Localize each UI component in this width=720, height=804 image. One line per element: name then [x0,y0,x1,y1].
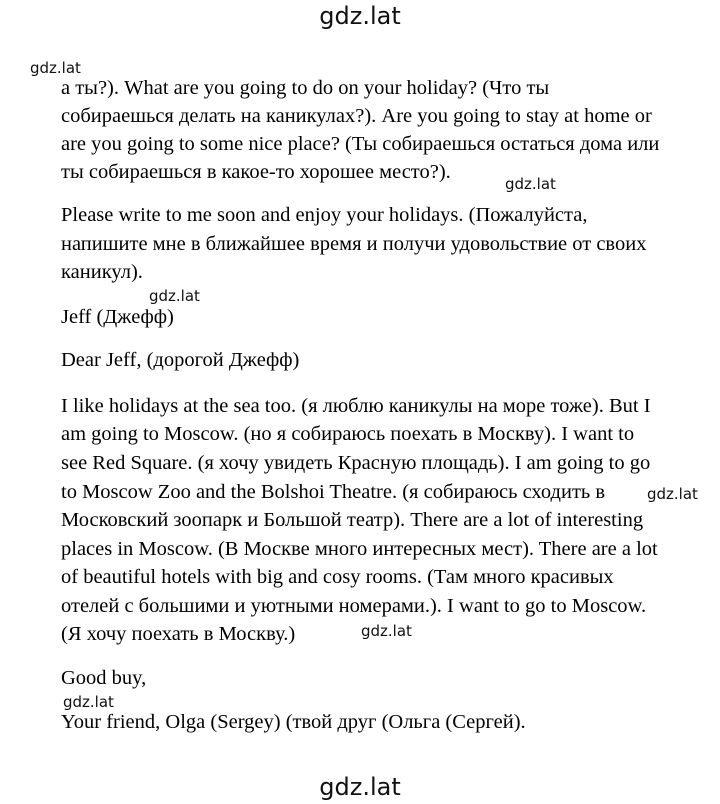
text-line: отелей с большими и уютными номерами.). I want to go to Moscow. [61,595,647,617]
text-line: are you going to some nice place? (Ты собираешься остаться дома или [61,133,660,155]
signature-line: Jeff (Джефф) [61,306,174,328]
watermark-header: gdz.lat [319,2,401,30]
text-line: Московский зоопарк и Большой театр). There are a lot of interesting [61,509,644,531]
text-line: places in Moscow. (В Москве много интересных мест). There are a lot [61,538,658,560]
text-line: am going to Moscow. (но я собираюсь поехать в Москву). I want to [61,423,635,445]
closing-line: Good buy, [61,667,147,689]
watermark-footer: gdz.lat [319,773,401,801]
watermark-inline: gdz.lat [30,59,81,77]
greeting-line: Dear Jeff, (дорогой Джефф) [61,349,300,371]
text-line: see Red Square. (я хочу увидеть Красную площадь). I am going to go [61,452,651,474]
text-line: to Moscow Zoo and the Bolshoi Theatre. (я собираюсь сходить в [61,481,606,503]
text-line: (Я хочу поехать в Москву.) [61,623,296,645]
watermark-inline: gdz.lat [647,485,698,503]
watermark-inline: gdz.lat [149,287,200,305]
text-line: каникул). [61,261,143,283]
watermark-inline: gdz.lat [63,693,114,711]
text-line: of beautiful hotels with big and cosy rooms. (Там много красивых [61,566,614,588]
watermark-inline: gdz.lat [505,175,556,193]
text-line: ты собираешься в какое-то хорошее место?). [61,161,451,183]
text-line: собираешься делать на каникулах?). Are you going to stay at home or [61,105,652,127]
text-line: I like holidays at the sea too. (я люблю каникулы на море тоже). But I [61,395,651,417]
watermark-inline: gdz.lat [361,622,412,640]
text-line: а ты?). What are you going to do on your holiday? (Что ты [61,77,550,99]
text-line: напишите мне в ближайшее время и получи удовольствие от своих [61,233,647,255]
signature-line: Your friend, Olga (Sergey) (твой друг (Ольга (Сергей). [61,711,526,733]
text-line: Please write to me soon and enjoy your holidays. (Пожалуйста, [61,204,588,226]
